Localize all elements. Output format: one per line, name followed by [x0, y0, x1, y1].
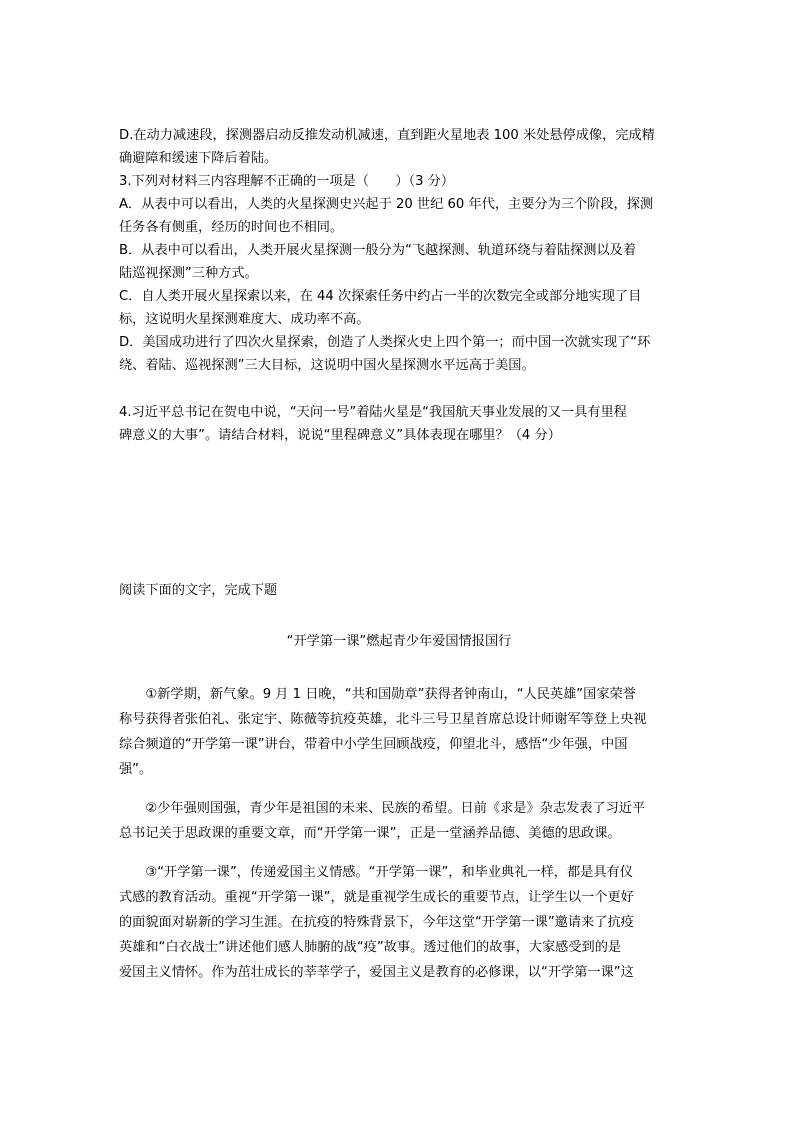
question-3-option-d-line-1: D．美国成功进行了四次火星探索，创造了人类探火史上四个第一；而中国一次就实现了“环: [119, 335, 651, 350]
option-d-prev-line-2: 确避障和缓速下降后着陆。: [119, 151, 278, 166]
paragraph-1-line-2: 称号获得者张伯礼、张定宇、陈薇等抗疫英雄，北斗三号卫星首席总设计师谢军等登上央视: [119, 712, 647, 727]
question-3-option-d-line-2: 绕、着陆、巡视探测”三大目标，这说明中国火星探测水平远高于美国。: [119, 358, 535, 373]
paragraph-3-line-5: 爱国主义情怀。作为茁壮成长的莘莘学子，爱国主义是教育的必修课，以“开学第一课”这: [119, 965, 634, 980]
paragraph-3-line-1: ③“开学第一课”，传递爱国主义情感。“开学第一课”，和毕业典礼一样，都是具有仪: [119, 865, 633, 880]
question-3-option-c-line-2: 标，这说明火星探测难度大、成功率不高。: [119, 312, 370, 327]
option-d-prev-line-1: D.在动力减速段，探测器启动反推发动机减速，直到距火星地表 100 米处悬停成像，完成精: [119, 128, 655, 143]
question-3-option-a-line-2: 任务各有侧重，经历的时间也不相同。: [119, 220, 344, 235]
reading-instruction: 阅读下面的文字，完成下题: [119, 583, 278, 598]
question-3-option-b-line-2: 陆巡视探测”三种方式。: [119, 266, 258, 281]
paragraph-3-line-4: 英雄和“白衣战士”讲述他们感人肺腑的战“疫”故事。透过他们的故事，大家感受到的是: [119, 940, 622, 955]
question-3-stem: 3.下列对材料三内容理解不正确的一项是（ ）（3 分）: [119, 174, 455, 189]
paragraph-1-line-4: 强”。: [119, 762, 153, 777]
article-title: “开学第一课”燃起青少年爱国情报国行: [286, 634, 512, 649]
question-3-option-c-line-1: C．自人类开展火星探索以来，在 44 次探索任务中约占一半的次数完全或部分地实现了目: [119, 289, 642, 304]
question-3-option-b-line-1: B．从表中可以看出，人类开展火星探测一般分为“飞越探测、轨道环绕与着陆探测以及着: [119, 243, 637, 258]
paragraph-2-line-2: 总书记关于思政课的重要文章，而“开学第一课”，正是一堂涵养品德、美德的思政课。: [119, 826, 621, 841]
paragraph-3-line-3: 的面貌面对崭新的学习生涯。在抗疫的特殊背景下，今年这堂“开学第一课”邀请来了抗疫: [119, 915, 634, 930]
paragraph-1-line-3: 综合频道的“开学第一课”讲台，带着中小学生回顾战疫，仰望北斗，感悟“少年强，中国: [119, 737, 628, 752]
paragraph-1-line-1: ①新学期，新气象。9 月 1 日晚，“共和国勋章”获得者钟南山，“人民英雄”国家荣誉: [119, 687, 636, 702]
question-3-option-a-line-1: A．从表中可以看出，人类的火星探测史兴起于 20 世纪 60 年代，主要分为三个阶段，探测: [119, 197, 654, 212]
paragraph-3-line-2: 式感的教育活动。重视“开学第一课”，就是重视学生成长的重要节点，让学生以一个更好: [119, 890, 634, 905]
paragraph-2-line-1: ②少年强则国强，青少年是祖国的未来、民族的希望。日前《求是》杂志发表了习近平: [119, 801, 646, 816]
question-4-line-2: 碑意义的大事”。请结合材料，说说“里程碑意义”具体表现在哪里？（4 分）: [119, 428, 561, 443]
question-4-line-1: 4.习近平总书记在贺电中说，“天问一号”着陆火星是“我国航天事业发展的又一具有里程: [119, 405, 627, 420]
